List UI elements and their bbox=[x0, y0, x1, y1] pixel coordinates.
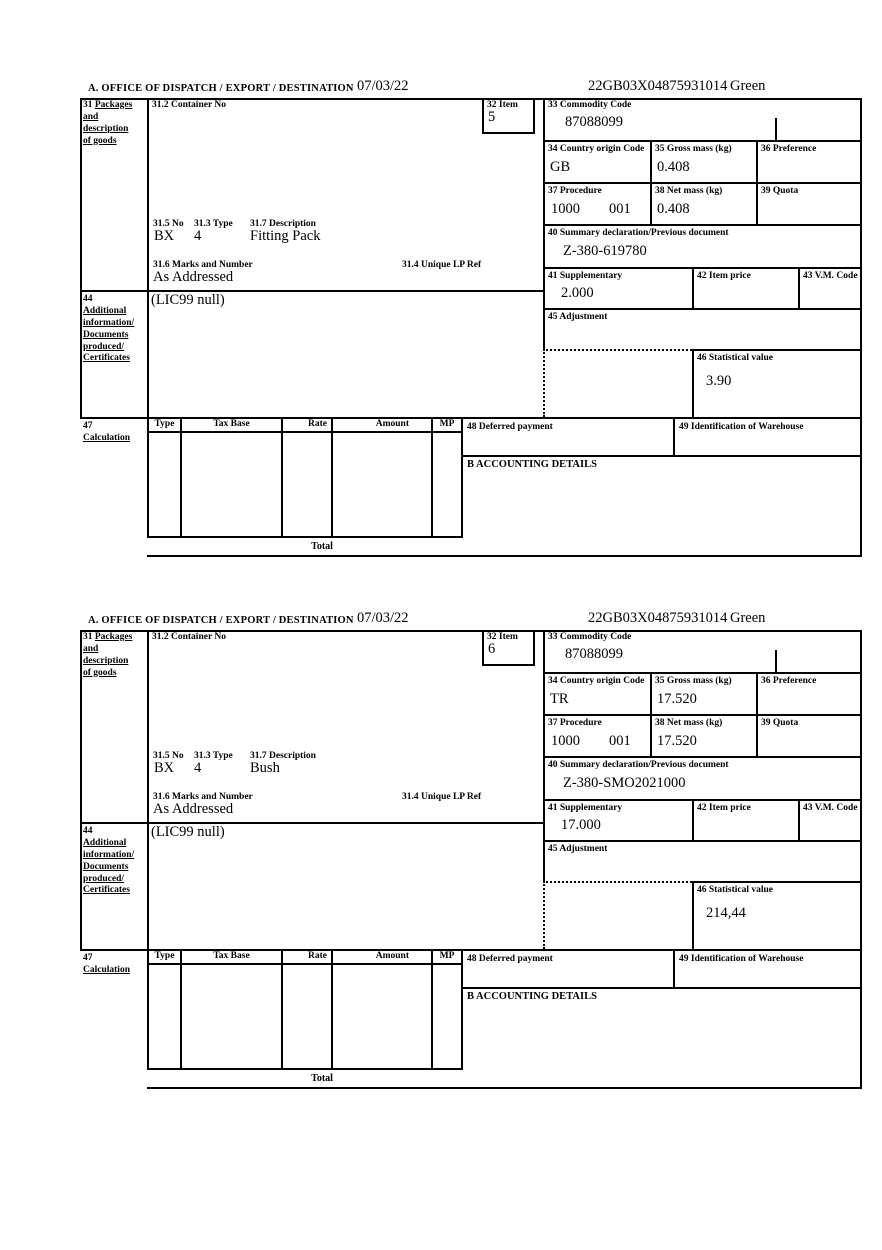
box37-procedure bbox=[543, 714, 650, 756]
box31-word-and: and bbox=[83, 643, 99, 654]
statistical-value: 214,44 bbox=[706, 905, 746, 921]
box47-label bbox=[80, 951, 147, 991]
box44-word-certificates: Certificates bbox=[83, 353, 130, 364]
warehouse-label: 49 Identification of Warehouse bbox=[679, 954, 804, 964]
form-grid bbox=[80, 98, 862, 557]
net-mass-label: 38 Net mass (kg) bbox=[655, 186, 723, 196]
box44-word-documents: Documents bbox=[83, 329, 129, 340]
commodity-code-value: 87088099 bbox=[565, 646, 623, 662]
sad-item-block bbox=[80, 606, 864, 1090]
box38-net-mass bbox=[650, 182, 756, 224]
box48-49-divider-line bbox=[673, 419, 675, 455]
pkg-no-value: BX bbox=[154, 760, 175, 776]
box44-content bbox=[147, 822, 543, 949]
calc-col-amount bbox=[331, 949, 431, 1068]
box46-statistical-value bbox=[692, 349, 862, 417]
box42-item-price bbox=[692, 799, 798, 840]
block-header bbox=[80, 606, 862, 630]
calc-col-mp bbox=[431, 949, 463, 1068]
supplementary-value: 17.000 bbox=[561, 817, 601, 833]
item-price-label: 42 Item price bbox=[697, 271, 751, 281]
box44-word-additional: Additional bbox=[83, 305, 127, 316]
calc-col-amount bbox=[331, 417, 431, 536]
deferred-payment-label: 48 Deferred payment bbox=[467, 954, 553, 964]
box34-origin bbox=[543, 672, 650, 714]
net-mass-value: 17.520 bbox=[657, 733, 697, 749]
commodity-split-line bbox=[775, 650, 777, 672]
pkg-no-label: 31.5 No bbox=[153, 751, 184, 761]
container-no-label: 31.2 Container No bbox=[152, 632, 226, 642]
accounting-details-label: B ACCOUNTING DETAILS bbox=[467, 459, 597, 470]
box31-word-description: description bbox=[83, 123, 129, 134]
marks-value: As Addressed bbox=[153, 269, 234, 285]
box31-label bbox=[80, 630, 147, 822]
procedure-value-1: 1000 bbox=[551, 733, 580, 749]
bottom-border-line bbox=[147, 555, 862, 557]
box31-word-packages: Packages bbox=[94, 100, 133, 110]
box31-number: 31 bbox=[83, 632, 93, 642]
mrn-number: 22GB03X04875931014 bbox=[588, 610, 728, 626]
box45-adjustment bbox=[543, 308, 862, 349]
box33-commodity bbox=[543, 630, 862, 672]
box31-word-of-goods: of goods bbox=[83, 135, 117, 146]
calc-col-type bbox=[147, 949, 180, 1068]
accounting-top-line bbox=[461, 987, 862, 989]
pkg-no-value: BX bbox=[154, 228, 175, 244]
previous-doc-value: Z-380-SMO2021000 bbox=[563, 775, 686, 791]
box44-label bbox=[80, 822, 147, 949]
total-label: Total bbox=[311, 1073, 333, 1084]
routing-status: Green bbox=[730, 610, 766, 626]
preference-label: 36 Preference bbox=[761, 144, 817, 154]
pkg-no-label: 31.5 No bbox=[153, 219, 184, 229]
quota-label: 39 Quota bbox=[761, 718, 799, 728]
office-of-dispatch-label: A. OFFICE OF DISPATCH / EXPORT / DESTINATION bbox=[88, 615, 354, 626]
sad-item-block bbox=[80, 74, 864, 558]
net-mass-label: 38 Net mass (kg) bbox=[655, 718, 723, 728]
lp-ref-label: 31.4 Unique LP Ref bbox=[402, 792, 482, 802]
box44-word-documents: Documents bbox=[83, 861, 129, 872]
gross-mass-value: 0.408 bbox=[657, 159, 690, 175]
supplementary-label: 41 Supplementary bbox=[548, 271, 623, 281]
lp-ref-label: 31.4 Unique LP Ref bbox=[402, 260, 482, 270]
box32-item bbox=[482, 630, 535, 666]
statistical-label: 46 Statistical value bbox=[697, 353, 773, 363]
calc-col-tax-base bbox=[180, 417, 281, 536]
box34-origin bbox=[543, 140, 650, 182]
box31-word-packages: Packages bbox=[94, 632, 133, 642]
box44-word-produced: produced/ bbox=[83, 873, 125, 884]
box31-label bbox=[80, 98, 147, 290]
box48-49-divider-line bbox=[673, 951, 675, 987]
calc-col-rate bbox=[281, 949, 331, 1068]
box35-gross-mass bbox=[650, 140, 756, 182]
form-grid bbox=[80, 630, 862, 1089]
origin-label: 34 Country origin Code bbox=[548, 144, 645, 154]
box32-item bbox=[482, 98, 535, 134]
box39-quota bbox=[756, 714, 862, 756]
marks-label: 31.6 Marks and Number bbox=[153, 260, 253, 270]
box41-supplementary bbox=[543, 799, 692, 840]
box39-quota bbox=[756, 182, 862, 224]
office-of-dispatch-label: A. OFFICE OF DISPATCH / EXPORT / DESTINATION bbox=[88, 83, 354, 94]
pkg-desc-label: 31.7 Description bbox=[250, 751, 316, 761]
box44-word-additional: Additional bbox=[83, 837, 127, 848]
preference-label: 36 Preference bbox=[761, 676, 817, 686]
supplementary-label: 41 Supplementary bbox=[548, 803, 623, 813]
box36-preference bbox=[756, 140, 862, 182]
item-price-label: 42 Item price bbox=[697, 803, 751, 813]
gross-mass-label: 35 Gross mass (kg) bbox=[655, 676, 732, 686]
box43-vm-code bbox=[798, 267, 862, 308]
dispatch-date: 07/03/22 bbox=[357, 78, 409, 94]
box38-net-mass bbox=[650, 714, 756, 756]
origin-code-value: GB bbox=[550, 159, 571, 175]
box46-statistical-value bbox=[692, 881, 862, 949]
gross-mass-label: 35 Gross mass (kg) bbox=[655, 144, 732, 154]
calc-header-tax-base: Tax Base bbox=[182, 949, 281, 965]
box31-word-of-goods: of goods bbox=[83, 667, 117, 678]
dotted-region bbox=[543, 349, 692, 417]
previous-doc-label: 40 Summary declaration/Previous document bbox=[548, 228, 729, 238]
previous-doc-label: 40 Summary declaration/Previous document bbox=[548, 760, 729, 770]
box40-previous-document bbox=[543, 756, 862, 799]
procedure-value-1: 1000 bbox=[551, 201, 580, 217]
statistical-label: 46 Statistical value bbox=[697, 885, 773, 895]
calc-header-type: Type bbox=[149, 417, 180, 433]
net-mass-value: 0.408 bbox=[657, 201, 690, 217]
quota-label: 39 Quota bbox=[761, 186, 799, 196]
procedure-label: 37 Procedure bbox=[548, 186, 602, 196]
calc-header-tax-base: Tax Base bbox=[182, 417, 281, 433]
box41-supplementary bbox=[543, 267, 692, 308]
calc-header-rate: Rate bbox=[283, 949, 331, 965]
box33-commodity bbox=[543, 98, 862, 140]
additional-info-value: (LIC99 null) bbox=[151, 824, 225, 840]
box44-word-produced: produced/ bbox=[83, 341, 125, 352]
dispatch-date: 07/03/22 bbox=[357, 610, 409, 626]
box47-word-calculation: Calculation bbox=[83, 964, 130, 975]
box44-number: 44 bbox=[83, 294, 93, 304]
commodity-label: 33 Commodity Code bbox=[548, 100, 632, 110]
box44-label bbox=[80, 290, 147, 417]
origin-label: 34 Country origin Code bbox=[548, 676, 645, 686]
additional-info-value: (LIC99 null) bbox=[151, 292, 225, 308]
box42-item-price bbox=[692, 267, 798, 308]
pkg-type-value: 4 bbox=[194, 760, 202, 776]
box47-number: 47 bbox=[83, 421, 93, 431]
box47-label bbox=[80, 419, 147, 459]
accounting-details-label: B ACCOUNTING DETAILS bbox=[467, 991, 597, 1002]
gross-mass-value: 17.520 bbox=[657, 691, 697, 707]
vm-code-label: 43 V.M. Code bbox=[803, 803, 858, 813]
pkg-desc-label: 31.7 Description bbox=[250, 219, 316, 229]
commodity-split-line bbox=[775, 118, 777, 140]
warehouse-label: 49 Identification of Warehouse bbox=[679, 422, 804, 432]
box35-gross-mass bbox=[650, 672, 756, 714]
calculation-table bbox=[147, 949, 463, 1070]
item-number-value: 6 bbox=[488, 641, 496, 657]
previous-doc-value: Z-380-619780 bbox=[563, 243, 647, 259]
vm-code-label: 43 V.M. Code bbox=[803, 271, 858, 281]
pkg-type-label: 31.3 Type bbox=[194, 751, 233, 761]
pkg-type-label: 31.3 Type bbox=[194, 219, 233, 229]
box40-previous-document bbox=[543, 224, 862, 267]
adjustment-label: 45 Adjustment bbox=[548, 312, 608, 322]
goods-description-value: Bush bbox=[250, 760, 280, 776]
box44-content bbox=[147, 290, 543, 417]
calc-col-type bbox=[147, 417, 180, 536]
calc-col-rate bbox=[281, 417, 331, 536]
origin-code-value: TR bbox=[550, 691, 569, 707]
procedure-label: 37 Procedure bbox=[548, 718, 602, 728]
box31-word-and: and bbox=[83, 111, 99, 122]
deferred-payment-label: 48 Deferred payment bbox=[467, 422, 553, 432]
supplementary-value: 2.000 bbox=[561, 285, 594, 301]
box44-word-information: information/ bbox=[83, 849, 135, 860]
box36-preference bbox=[756, 672, 862, 714]
mrn-number: 22GB03X04875931014 bbox=[588, 78, 728, 94]
calc-header-amount: Amount bbox=[333, 417, 431, 433]
calc-header-mp: MP bbox=[433, 417, 461, 433]
item-label: 32 Item bbox=[487, 100, 518, 110]
bottom-border-line bbox=[147, 1087, 862, 1089]
calc-header-type: Type bbox=[149, 949, 180, 965]
calculation-table bbox=[147, 417, 463, 538]
calc-header-rate: Rate bbox=[283, 417, 331, 433]
commodity-code-value: 87088099 bbox=[565, 114, 623, 130]
container-no-label: 31.2 Container No bbox=[152, 100, 226, 110]
calc-col-mp bbox=[431, 417, 463, 536]
box37-procedure bbox=[543, 182, 650, 224]
box31-number: 31 bbox=[83, 100, 93, 110]
calc-header-amount: Amount bbox=[333, 949, 431, 965]
statistical-value: 3.90 bbox=[706, 373, 732, 389]
box47-word-calculation: Calculation bbox=[83, 432, 130, 443]
dotted-region bbox=[543, 881, 692, 949]
box44-word-information: information/ bbox=[83, 317, 135, 328]
box47-number: 47 bbox=[83, 953, 93, 963]
procedure-value-2: 001 bbox=[609, 733, 631, 749]
commodity-label: 33 Commodity Code bbox=[548, 632, 632, 642]
calc-header-mp: MP bbox=[433, 949, 461, 965]
item-label: 32 Item bbox=[487, 632, 518, 642]
marks-label: 31.6 Marks and Number bbox=[153, 792, 253, 802]
box44-number: 44 bbox=[83, 826, 93, 836]
box44-word-certificates: Certificates bbox=[83, 885, 130, 896]
routing-status: Green bbox=[730, 78, 766, 94]
total-label: Total bbox=[311, 541, 333, 552]
box31-word-description: description bbox=[83, 655, 129, 666]
item-number-value: 5 bbox=[488, 109, 496, 125]
block-header bbox=[80, 74, 862, 98]
procedure-value-2: 001 bbox=[609, 201, 631, 217]
goods-description-value: Fitting Pack bbox=[250, 228, 321, 244]
marks-value: As Addressed bbox=[153, 801, 234, 817]
box43-vm-code bbox=[798, 799, 862, 840]
calc-col-tax-base bbox=[180, 949, 281, 1068]
box45-adjustment bbox=[543, 840, 862, 881]
accounting-top-line bbox=[461, 455, 862, 457]
pkg-type-value: 4 bbox=[194, 228, 202, 244]
adjustment-label: 45 Adjustment bbox=[548, 844, 608, 854]
